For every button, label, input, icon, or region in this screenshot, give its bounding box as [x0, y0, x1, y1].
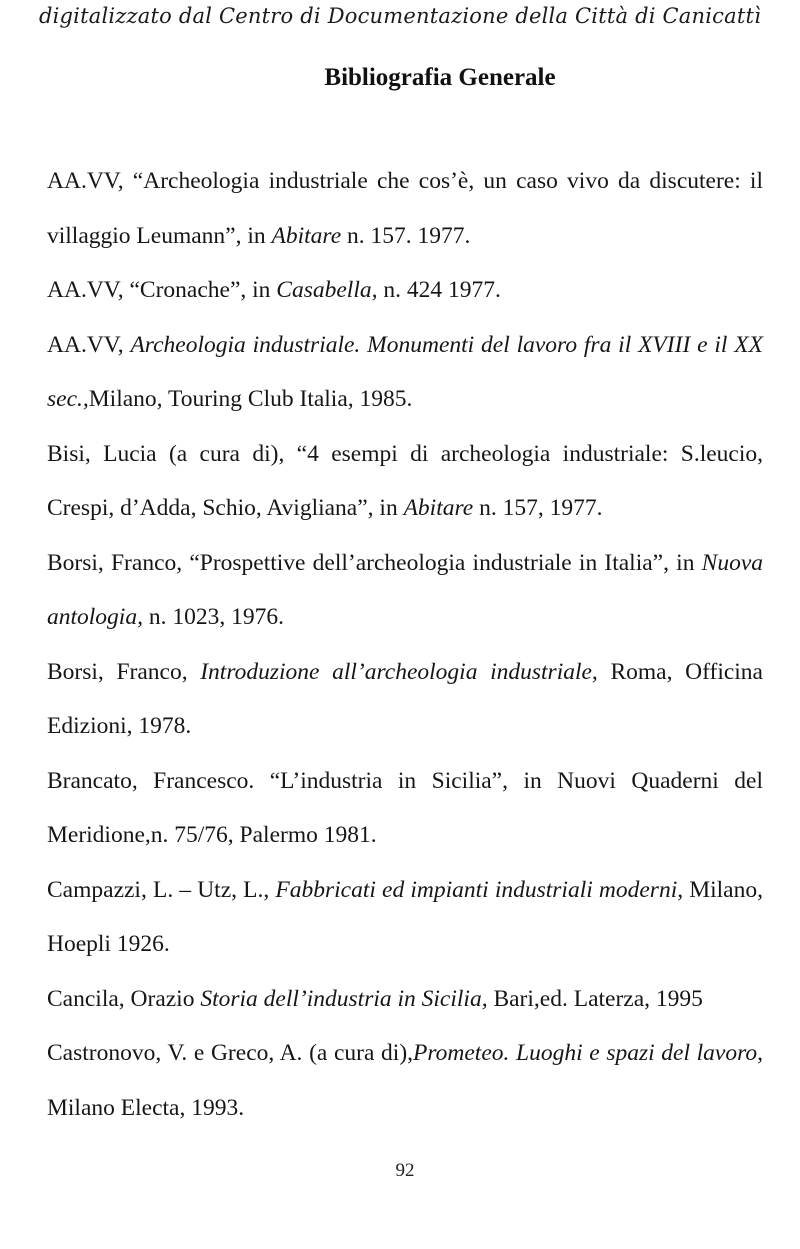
page-number: 92 [395, 1160, 415, 1181]
entry-text: Campazzi, L. – Utz, L., [47, 876, 276, 903]
entry-text: n. 157. 1977. [341, 222, 471, 249]
bibliography-entry [47, 154, 763, 263]
entry-title-italic: Casabella, [276, 277, 378, 303]
entry-text: Brancato, Francesco. “L’industria in Sicilia”, in Nuovi Quaderni del Meridione,n. 75/76, Palermo 1981. [47, 767, 763, 848]
bibliography-entry [47, 645, 763, 754]
entry-text: n. 157, 1977. [473, 495, 603, 521]
entry-text: n. 1023, 1976. [142, 604, 284, 630]
bibliography-entry [47, 754, 763, 863]
entry-title-italic: Nuova antologia, [47, 549, 763, 630]
bibliography-list [47, 154, 763, 1135]
entry-text: AA.VV, [47, 331, 131, 358]
bibliography-entry [47, 318, 763, 427]
entry-title-italic: Storia dell’industria in Sicilia, [200, 985, 488, 1012]
entry-text: AA.VV, “Archeologia industriale che cos’è, un caso vivo da discutere: il villaggio Leumann”, in [47, 168, 763, 249]
entry-title-italic: Archeologia industriale. Monumenti del lavoro fra il XVIII e il XX sec., [47, 331, 763, 412]
entry-text: AA.VV, “Cronache”, in [47, 277, 277, 303]
bibliography-entry [47, 1026, 763, 1135]
entry-title-italic: Introduzione all’archeologia industriale, [200, 658, 598, 685]
entry-text: Borsi, Franco, [47, 658, 201, 685]
entry-text: Cancila, Orazio [47, 985, 201, 1012]
bibliography-entry [47, 972, 763, 1027]
entry-text: Bisi, Lucia (a cura di), “4 esempi di archeologia industriale: S.leucio, Crespi, d’Adda, Schio, Avigliana”, in [47, 440, 763, 521]
entry-title-italic: Abitare [403, 495, 474, 521]
bibliography-entry [47, 863, 763, 972]
entry-title-italic: Prometeo. Luoghi e spazi del lavoro, [413, 1040, 764, 1066]
bibliography-entry [47, 536, 763, 645]
entry-text: Milano Electa, 1993. [47, 1094, 245, 1121]
entry-text: Milano, Touring Club Italia, 1985. [88, 386, 413, 412]
entry-title-italic: Abitare [271, 222, 342, 249]
page-title: Bibliografia Generale [324, 64, 556, 91]
digitization-watermark: digitalizzato dal Centro di Documentazione della Città di Canicattì [38, 4, 762, 28]
bibliography-entry [47, 263, 763, 318]
entry-text: Borsi, Franco, “Prospettive dell’archeologia industriale in Italia”, in [47, 549, 702, 576]
entry-title-italic: Fabbricati ed impianti industriali moderni [275, 876, 678, 903]
entry-text: Roma, Officina Edizioni, 1978. [47, 658, 763, 739]
entry-text: Bari,ed. Laterza, 1995 [487, 985, 703, 1012]
entry-text: n. 424 1977. [377, 277, 501, 303]
bibliography-entry [47, 427, 763, 536]
entry-text: , Milano, Hoepli 1926. [47, 876, 763, 957]
entry-text: Castronovo, V. e Greco, A. (a cura di), [47, 1040, 414, 1066]
